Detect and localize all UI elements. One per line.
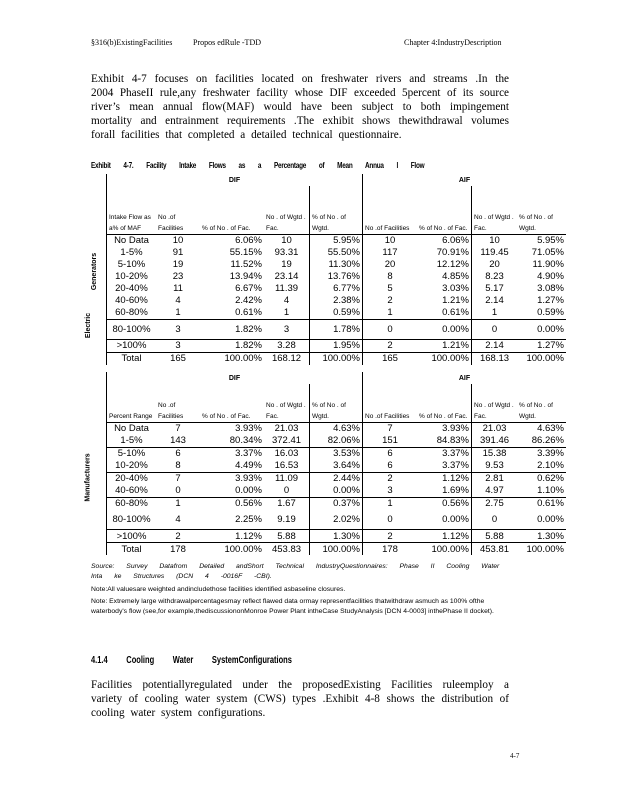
table-cell: 55.15% — [229, 247, 262, 258]
table-cell: 3.37% — [200, 447, 264, 460]
table-cell: 3.03% — [442, 283, 469, 294]
table-cell: 15.38 — [472, 447, 518, 460]
table-cell: 0 — [472, 510, 518, 530]
column-header: % of No . of Wgtd. — [519, 213, 553, 232]
table-row — [88, 352, 566, 365]
table-cell: 1 — [363, 497, 418, 510]
table-cell: 71.05% — [531, 247, 564, 258]
source-text: Source: Survey Datafrom Detailed andShort Technical IndustryQuestionnaires: Phase II Cooling Water Inta ke Structures (DCN 4 -0016F -CBI). — [91, 563, 500, 580]
table-cell: 2.81 — [472, 472, 518, 485]
table-cell: 7 — [156, 422, 200, 435]
table-cell: 372.41 — [271, 435, 302, 446]
table-row — [88, 307, 566, 320]
table-cell: 3 — [264, 319, 310, 339]
table-cell: 84.83% — [436, 435, 469, 446]
table-cell: 5.88 — [472, 530, 518, 543]
table-cell: 100.00% — [517, 543, 566, 556]
table-row — [88, 247, 566, 259]
table-cell: 2.44% — [310, 472, 363, 485]
table-cell: 2.42% — [235, 295, 262, 306]
row-range: 5-10% — [107, 447, 157, 460]
table-cell: 11.52% — [230, 259, 262, 270]
row-range: 5-10% — [117, 259, 146, 270]
table-cell: 21.03 — [472, 422, 518, 435]
table-cell: 0.00% — [310, 485, 363, 498]
column-header: % of No . of Fac. — [419, 412, 468, 420]
table-cell: 0.37% — [310, 497, 363, 510]
table-cell: 1.67 — [264, 497, 310, 510]
intro-paragraph: Exhibit 4-7 focuses on facilities located on freshwater rivers and streams .In the 2004 PhaseII rule,any freshwater facility whose DIF exceeded 5percent of its source river’s mean annual flow(MAF) would have been subject to both impingement mortality and entrainment requirements .The exhibit shows thewithdrawal volumes forall facilities that completed a detailed technical questionnaire. — [91, 73, 509, 141]
row-range: Total — [107, 352, 157, 365]
column-header: % of No . of Wgtd. — [310, 384, 363, 422]
table-cell: 453.81 — [472, 543, 518, 556]
table-cell: 3.39% — [517, 447, 566, 460]
table-cell: 2.25% — [235, 513, 262, 525]
table-cell: 0.61% — [442, 307, 469, 318]
row-range: 60-80% — [115, 307, 148, 318]
table-cell: 0 — [283, 485, 290, 496]
column-header: No .of Facilities — [158, 213, 184, 232]
table-cell: 0 — [175, 485, 181, 496]
table-cell: 3.93% — [200, 422, 264, 435]
table-cell: 100.00% — [310, 352, 363, 365]
header-right: Chapter 4:IndustryDescription — [404, 38, 502, 47]
row-range: 20-40% — [115, 283, 148, 294]
table-cell: 11 — [173, 283, 183, 294]
row-range: 40-60% — [115, 485, 148, 496]
table-cell: 12.12% — [436, 259, 469, 270]
table-cell: 1.30% — [517, 530, 566, 543]
row-range: 40-60% — [115, 295, 148, 306]
table-cell: 5.95% — [310, 234, 363, 247]
table-cell: 165 — [363, 352, 418, 365]
section-number: 4.1.4 — [91, 655, 108, 666]
row-range: No Data — [107, 234, 157, 247]
table-row — [88, 271, 566, 283]
table-cell: 4 — [283, 295, 290, 306]
table-cell: 100.00% — [417, 352, 472, 365]
table-cell: 100.00% — [417, 543, 472, 556]
table-cell: 9.19 — [277, 513, 296, 525]
row-range: Total — [107, 543, 157, 556]
table-cell: 117 — [363, 247, 418, 259]
table-cell: 391.46 — [472, 435, 518, 448]
table-cell: 4.49% — [235, 460, 262, 471]
header-middle: Propos edRule -TDD — [193, 38, 261, 47]
table-cell: 7 — [156, 472, 200, 485]
table-cell: 6 — [363, 447, 418, 460]
table-cell: 16.53 — [274, 460, 299, 471]
table-cell: 1.12% — [417, 530, 472, 543]
table-cell: 6.06% — [200, 234, 264, 247]
table-cell: 21.03 — [264, 422, 310, 435]
table-cell: 0.62% — [517, 472, 566, 485]
table-cell: 0.59% — [310, 307, 363, 320]
table-row — [88, 435, 566, 448]
table-cell: 0.56% — [417, 497, 472, 510]
column-header: % of No . of Wgtd. — [519, 401, 553, 420]
row-range: 20-40% — [107, 472, 157, 485]
table-cell: 20 — [363, 259, 418, 271]
source-note — [91, 562, 521, 582]
table-cell: 5 — [363, 283, 418, 295]
table-cell: 0.00% — [235, 485, 262, 496]
column-header: % of No . of Fac. — [419, 224, 468, 232]
table-row — [88, 259, 566, 271]
row-range: >100% — [107, 339, 157, 352]
table-cell: 13.76% — [310, 271, 363, 283]
table-cell: 2 — [363, 295, 418, 307]
table-cell: 1 — [175, 307, 181, 318]
table-cell: 2 — [363, 530, 418, 543]
table-cell: 0.00% — [442, 513, 469, 525]
column-header: No . of Wgtd . Fac. — [472, 186, 518, 234]
table-cell: 1.21% — [442, 295, 469, 306]
table-cell: 4.85% — [442, 271, 469, 282]
intake-flow-table-0 — [85, 174, 566, 365]
table-cell: 6 — [363, 460, 418, 473]
table-cell: 23 — [172, 271, 184, 282]
row-range: >100% — [107, 530, 157, 543]
page-number: 4-7 — [510, 752, 520, 760]
note-large-withdrawal: Note: Extremely large withdrawalpercentagesmay reflect flawed data ormay representfacilities thatwithdraw asmuch as 100% ofthe waterbody's flow (see,for example,thediscussiononMonroe Power Plant intheCase StudyAnalysis [DCN 4-0003] inthePhase II docket). — [91, 598, 494, 615]
table-cell: 6.67% — [235, 283, 262, 294]
table-cell: 4.63% — [517, 422, 566, 435]
table-cell: 10 — [472, 234, 518, 247]
table-cell: 165 — [156, 352, 200, 365]
table-cell: 100.00% — [310, 543, 363, 556]
column-header: No . of Wgtd . Fac. — [472, 384, 518, 422]
table-cell: 9.53 — [472, 460, 518, 473]
table-cell: 0.56% — [200, 497, 264, 510]
table-cell: 91 — [172, 247, 184, 258]
column-header: Percent Range — [109, 412, 153, 420]
row-range: 10-20% — [115, 460, 148, 471]
header-left: §316(b)ExistingFacilities — [91, 38, 173, 47]
table-cell: 151 — [363, 435, 418, 448]
table-cell: 5.88 — [264, 530, 310, 543]
table-cell: 0 — [363, 510, 418, 530]
table-cell: 11.39 — [274, 283, 299, 294]
table-cell: 3.28 — [264, 339, 310, 352]
table-cell: 3.53% — [310, 447, 363, 460]
table-row — [88, 485, 566, 498]
table-cell: 0.00% — [537, 513, 564, 525]
table-cell: 6 — [156, 447, 200, 460]
table-cell: 4 — [175, 295, 181, 306]
table-cell: 4 — [175, 513, 181, 525]
table-cell: 1.30% — [310, 530, 363, 543]
column-header: No . of Wgtd . Fac. — [266, 401, 306, 420]
column-header: Intake Flow as a% of MAF — [109, 213, 151, 232]
table-cell: 16.03 — [264, 447, 310, 460]
dif-group-header: DIF — [228, 374, 241, 382]
table-cell: 3.93% — [417, 422, 472, 435]
table-row — [88, 295, 566, 307]
table-cell: 0.00% — [417, 319, 472, 339]
intake-flow-table-1 — [84, 372, 566, 555]
table-cell: 11.90% — [532, 259, 564, 270]
table-cell: 1.82% — [200, 319, 264, 339]
table-cell: 10 — [264, 234, 310, 247]
row-range: 60-80% — [107, 497, 157, 510]
table-cell: 178 — [363, 543, 418, 556]
table-row — [88, 447, 566, 460]
table-cell: 3.93% — [200, 472, 264, 485]
row-group-label — [85, 174, 107, 365]
table-cell: 93.31 — [274, 247, 299, 258]
table-cell: 453.83 — [264, 543, 310, 556]
column-header: % of No . of Fac. — [202, 412, 251, 420]
table-cell: 82.06% — [310, 435, 363, 448]
table-cell: 1 — [283, 307, 290, 318]
table-cell: 3.64% — [310, 460, 363, 473]
table-cell: 19 — [172, 259, 184, 270]
table-cell: 0.00% — [517, 319, 566, 339]
column-header: % of No . of Fac. — [202, 224, 251, 232]
table-cell: 11.30% — [310, 259, 363, 271]
table-cell: 0 — [472, 319, 518, 339]
table-cell: 168.12 — [264, 352, 310, 365]
column-header: No .of Facilities — [363, 384, 418, 422]
table-cell: 1.12% — [200, 530, 264, 543]
table-cell: 10 — [363, 234, 418, 247]
table-cell: 0 — [363, 319, 418, 339]
table-cell: 2 — [363, 339, 418, 352]
table-cell: 1.82% — [200, 339, 264, 352]
section-title: Cooling Water SystemConfigurations — [126, 655, 292, 666]
table-cell: 55.50% — [310, 247, 363, 259]
table-cell: 4.90% — [537, 271, 564, 282]
table-cell: 2 — [363, 472, 418, 485]
table-cell: 1 — [156, 497, 200, 510]
table-cell: 7 — [363, 422, 418, 435]
table-cell: 4.97 — [472, 485, 518, 498]
table-cell: 11.09 — [264, 472, 310, 485]
table-cell: 100.00% — [200, 543, 264, 556]
column-header: % of No . of Wgtd. — [310, 186, 363, 234]
table-row — [88, 530, 566, 543]
table-cell: 2.75 — [472, 497, 518, 510]
table-cell: 8 — [175, 460, 181, 471]
table-cell: 1 — [363, 307, 418, 320]
table-cell: 100.00% — [517, 352, 566, 365]
table-row — [88, 319, 566, 339]
column-header: No .of Facilities — [363, 186, 418, 234]
table-cell: 23.14 — [274, 271, 299, 282]
table-cell: 8.23 — [472, 271, 518, 283]
table-cell: 3.08% — [537, 283, 564, 294]
table-cell: 2.10% — [537, 460, 564, 471]
side-label: Electric — [85, 312, 93, 339]
table-cell: 2.38% — [310, 295, 363, 307]
table-cell: 3 — [156, 339, 200, 352]
table-cell: 8 — [363, 271, 418, 283]
table-cell: 86.26% — [531, 435, 564, 446]
table-cell: 1.78% — [310, 319, 363, 339]
table-cell: 3 — [156, 319, 200, 339]
table-cell: 2.14 — [472, 295, 518, 307]
table-cell: 0.61% — [235, 307, 262, 318]
table-cell: 1.27% — [537, 295, 564, 306]
table-cell: 119.45 — [472, 247, 518, 259]
table-cell: 3.37% — [442, 460, 469, 471]
table-cell: 10 — [156, 234, 200, 247]
table-cell: 20 — [472, 259, 518, 271]
row-range: No Data — [107, 422, 157, 435]
table-row — [88, 543, 566, 556]
table-cell: 1.10% — [537, 485, 564, 496]
body-paragraph: Facilities potentiallyregulated under the proposedExisting Facilities ruleemploy a variety of cooling water system (CWS) types .Exhibit 4-8 shows the distribution of cooling water system configurations. — [91, 679, 509, 719]
table-cell: 1.12% — [417, 472, 472, 485]
exhibit-caption: Exhibit 4-7. Facility Intake Flows as a Percentage of Mean Annua l Flow — [91, 161, 425, 170]
row-range: 10-20% — [115, 271, 148, 282]
table-cell: 1.27% — [517, 339, 566, 352]
table-row — [88, 283, 566, 295]
column-header: No . of Wgtd . Fac. — [266, 213, 306, 232]
table-cell: 5.17 — [472, 283, 518, 295]
table-row — [88, 510, 566, 530]
table-row — [88, 339, 566, 352]
table-cell: 143 — [170, 435, 186, 446]
aif-group-header: AIF — [363, 372, 567, 384]
row-group-label — [84, 372, 107, 555]
table-cell: 2.02% — [310, 510, 363, 530]
table-cell: 0.61% — [517, 497, 566, 510]
table-row — [88, 234, 566, 247]
table-cell: 5.95% — [517, 234, 566, 247]
table-cell: 0.59% — [537, 307, 564, 318]
table-cell: 178 — [156, 543, 200, 556]
aif-group-header: AIF — [363, 174, 567, 186]
table-row — [88, 497, 566, 510]
row-range: 80-100% — [107, 319, 157, 339]
table-row — [88, 460, 566, 473]
table-cell: 4.63% — [310, 422, 363, 435]
table-cell: 3 — [363, 485, 418, 498]
table-cell: 3.37% — [417, 447, 472, 460]
table-cell: 1.69% — [442, 485, 469, 496]
table-row — [88, 472, 566, 485]
table-cell: 1.21% — [417, 339, 472, 352]
table-row — [88, 422, 566, 435]
column-header: No .of Facilities — [158, 401, 184, 420]
side-label: Manufacturers — [84, 453, 92, 502]
dif-group-header: DIF — [228, 176, 241, 184]
table-cell: 70.91% — [436, 247, 469, 258]
row-range: 1-5% — [120, 247, 143, 258]
table-cell: 80.34% — [229, 435, 262, 446]
table-cell: 168.13 — [472, 352, 518, 365]
row-range: 1-5% — [120, 435, 143, 446]
table-cell: 2 — [156, 530, 200, 543]
section-heading — [91, 655, 292, 666]
table-cell: 6.77% — [310, 283, 363, 295]
table-cell: 2.14 — [472, 339, 518, 352]
side-label: Generators — [91, 252, 99, 291]
table-cell: 6.06% — [417, 234, 472, 247]
table-cell: 13.94% — [229, 271, 262, 282]
note-weighted: Note:All valuesare weighted andincludethose facilities identified asbaseline closures. — [91, 586, 346, 593]
table-cell: 1.95% — [310, 339, 363, 352]
row-range: 80-100% — [112, 513, 151, 525]
table-cell: 100.00% — [200, 352, 264, 365]
table-cell: 1 — [472, 307, 518, 320]
table-cell: 19 — [281, 259, 292, 270]
